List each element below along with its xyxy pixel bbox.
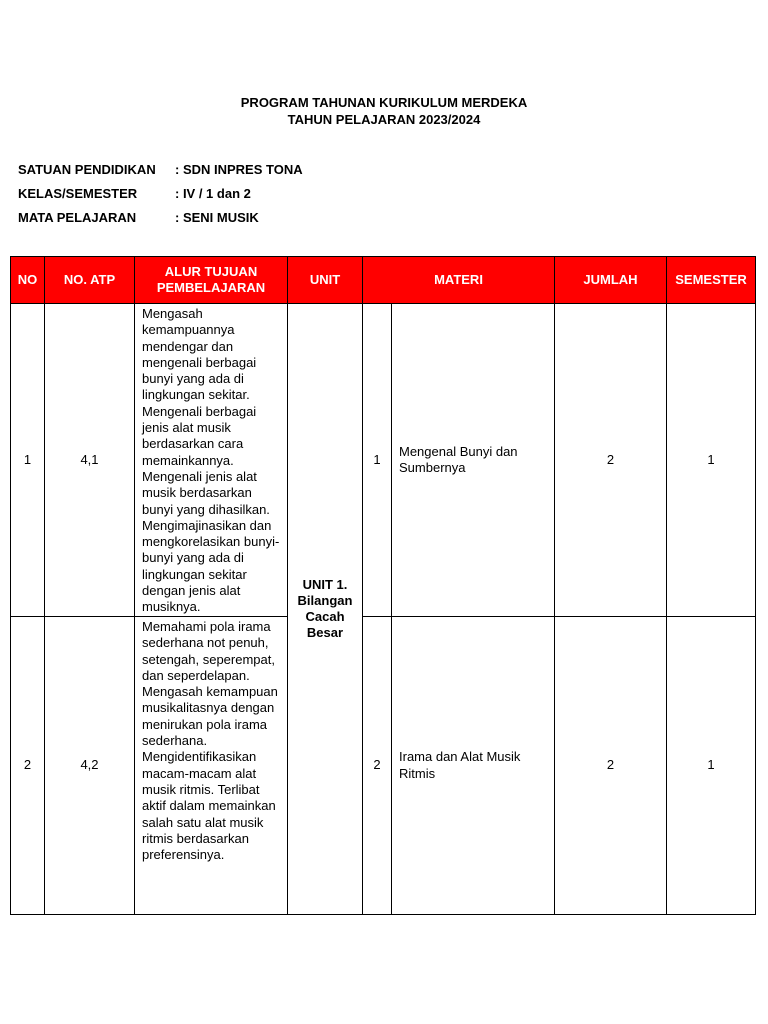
header-alur-tujuan: ALUR TUJUAN PEMBELAJARAN [134,256,288,304]
row-2-jumlah: 2 [554,616,667,915]
unit-cell: UNIT 1. Bilangan Cacah Besar [287,303,363,915]
info-value: : SDN INPRES TONA [175,162,303,177]
row-1-jumlah: 2 [554,303,667,617]
row-1-alur-tujuan: Mengasah kemampuannya mendengar dan mengenali berbagai bunyi yang ada di lingkungan sekitar. Mengenali berbagai jenis alat musik berdasarkan cara memainkannya. Mengenali jenis alat musik berdasarkan bunyi yang dihasilkan. Mengimajinasikan dan mengkorelasikan bunyi-bunyi yang ada di lingkungan sekitar dengan jenis alat musiknya. [134,303,288,617]
info-value: : SENI MUSIK [175,210,259,225]
header-no: NO [10,256,45,304]
document-title: PROGRAM TAHUNAN KURIKULUM MERDEKA [240,95,528,110]
info-label: SATUAN PENDIDIKAN [18,162,156,177]
row-2-materi: Irama dan Alat Musik Ritmis [391,616,555,915]
header-jumlah: JUMLAH [554,256,667,304]
info-label: KELAS/SEMESTER [18,186,138,201]
row-2-materi-no: 2 [362,616,392,915]
row-1-no: 1 [10,303,45,617]
row-1-materi-no: 1 [362,303,392,617]
document-subtitle: TAHUN PELAJARAN 2023/2024 [287,112,481,127]
row-1-semester: 1 [666,303,756,617]
header-semester: SEMESTER [666,256,756,304]
header-unit: UNIT [287,256,363,304]
row-1-materi: Mengenal Bunyi dan Sumbernya [391,303,555,617]
row-2-alur-tujuan: Memahami pola irama sederhana not penuh, setengah, seperempat, dan seperdelapan. Mengasah kemampuan musikalitasnya dengan menirukan pola irama sederhana. Mengidentifikasikan macam-macam alat musik ritmis. Terlibat aktif dalam memainkan salah satu alat musik ritmis berdasarkan preferensinya. [134,616,288,915]
header-materi: MATERI [362,256,555,304]
row-2-no: 2 [10,616,45,915]
row-2-semester: 1 [666,616,756,915]
row-2-no-atp: 4,2 [44,616,135,915]
info-label: MATA PELAJARAN [18,210,137,225]
info-value: : IV / 1 dan 2 [175,186,251,201]
row-1-no-atp: 4,1 [44,303,135,617]
header-no-atp: NO. ATP [44,256,135,304]
